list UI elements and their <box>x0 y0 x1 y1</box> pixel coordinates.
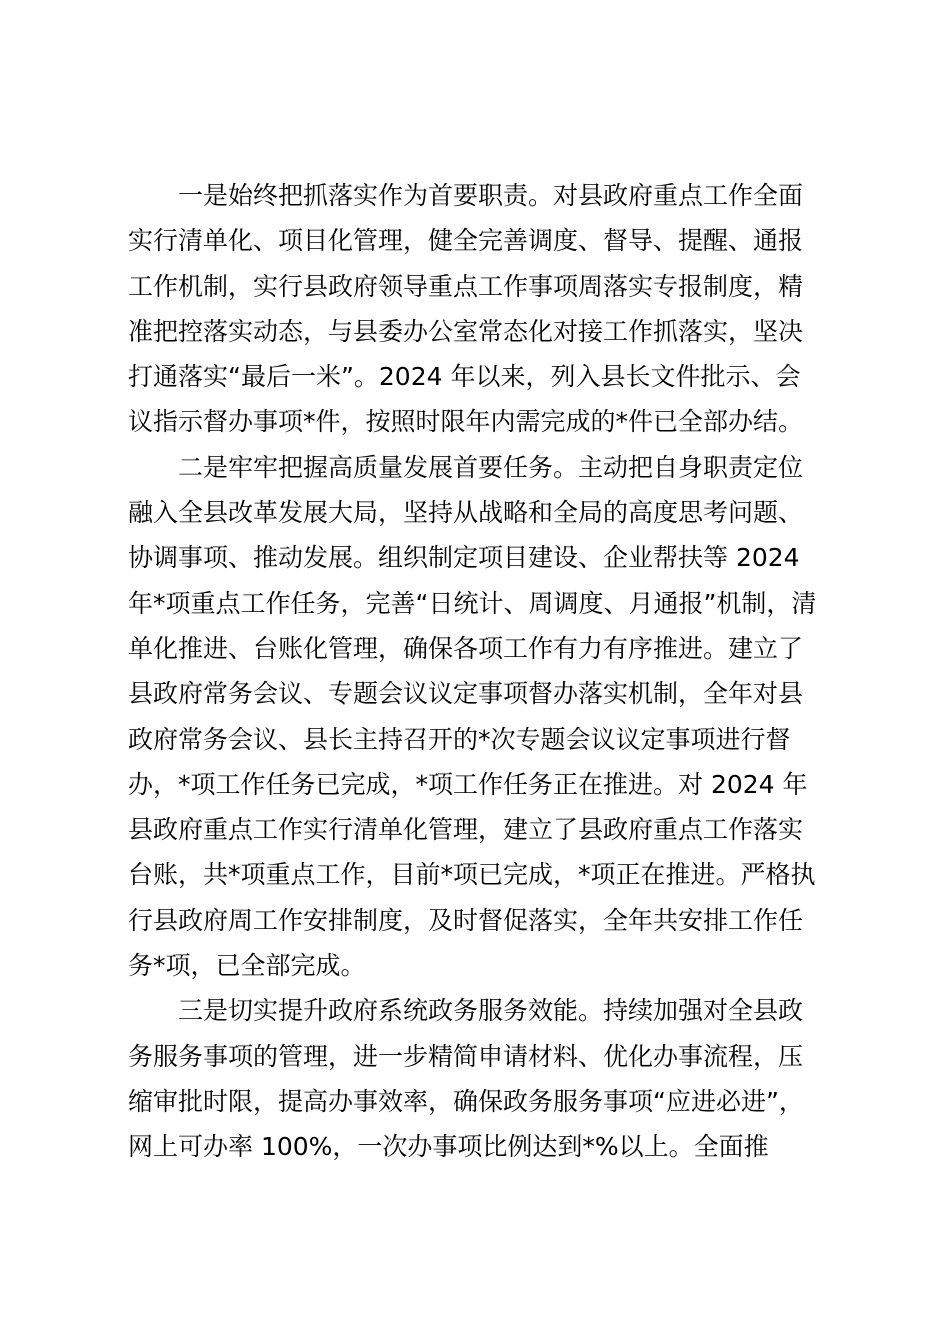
text-line: 工作机制，实行县政府领导重点工作事项周落实专报制度，精 <box>128 271 804 301</box>
text-line: 政府常务会议、县长主持召开的*次专题会议议定事项进行督 <box>128 724 791 754</box>
text-line: 二是牢牢把握高质量发展首要任务。主动把自身职责定位 <box>178 452 804 482</box>
text-line: 议指示督办事项*件，按照时限年内需完成的*件已全部办结。 <box>128 407 804 437</box>
text-line: 协调事项、推动发展。组织制定项目建设、企业帮扶等 2024 <box>128 543 800 573</box>
text-line: 单化推进、台账化管理，确保各项工作有力有序推进。建立了 <box>128 633 804 663</box>
paragraph-3 <box>128 988 838 1169</box>
text-line: 行县政府周工作安排制度，及时督促落实，全年共安排工作任 <box>128 905 804 935</box>
paragraph-1 <box>128 173 838 445</box>
text-line: 缩审批时限，提高办事效率，确保政务服务事项“应进必进”， <box>128 1086 804 1116</box>
text-line: 年*项重点工作任务，完善“日统计、周调度、月通报”机制，清 <box>128 588 817 618</box>
text-line: 一是始终把抓落实作为首要职责。对县政府重点工作全面 <box>178 181 804 210</box>
text-line: 打通落实“最后一米”。2024 年以来，列入县长文件批示、会 <box>128 362 801 392</box>
text-line: 办，*项工作任务已完成，*项工作任务正在推进。对 2024 年 <box>128 769 808 799</box>
text-line: 融入全县改革发展大局，坚持从战略和全局的高度思考问题、 <box>128 498 804 528</box>
text-line: 三是切实提升政府系统政务服务效能。持续加强对全县政 <box>178 996 804 1026</box>
text-line: 实行清单化、项目化管理，健全完善调度、督导、提醒、通报 <box>128 226 804 256</box>
text-line: 准把控落实动态，与县委办公室常态化对接工作抓落实，坚决 <box>128 316 804 346</box>
document-body <box>128 173 838 1170</box>
text-line: 台账，共*项重点工作，目前*项已完成，*项正在推进。严格执 <box>128 860 816 890</box>
text-line: 网上可办率 100%，一次办事项比例达到*%以上。全面推 <box>128 1132 769 1162</box>
text-line: 务*项，已全部完成。 <box>128 951 366 981</box>
paragraph-2 <box>128 445 838 989</box>
text-line: 务服务事项的管理，进一步精简申请材料、优化办事流程，压 <box>128 1041 804 1071</box>
text-line: 县政府常务会议、专题会议议定事项督办落实机制，全年对县 <box>128 679 804 709</box>
text-line: 县政府重点工作实行清单化管理，建立了县政府重点工作落实 <box>128 815 804 845</box>
